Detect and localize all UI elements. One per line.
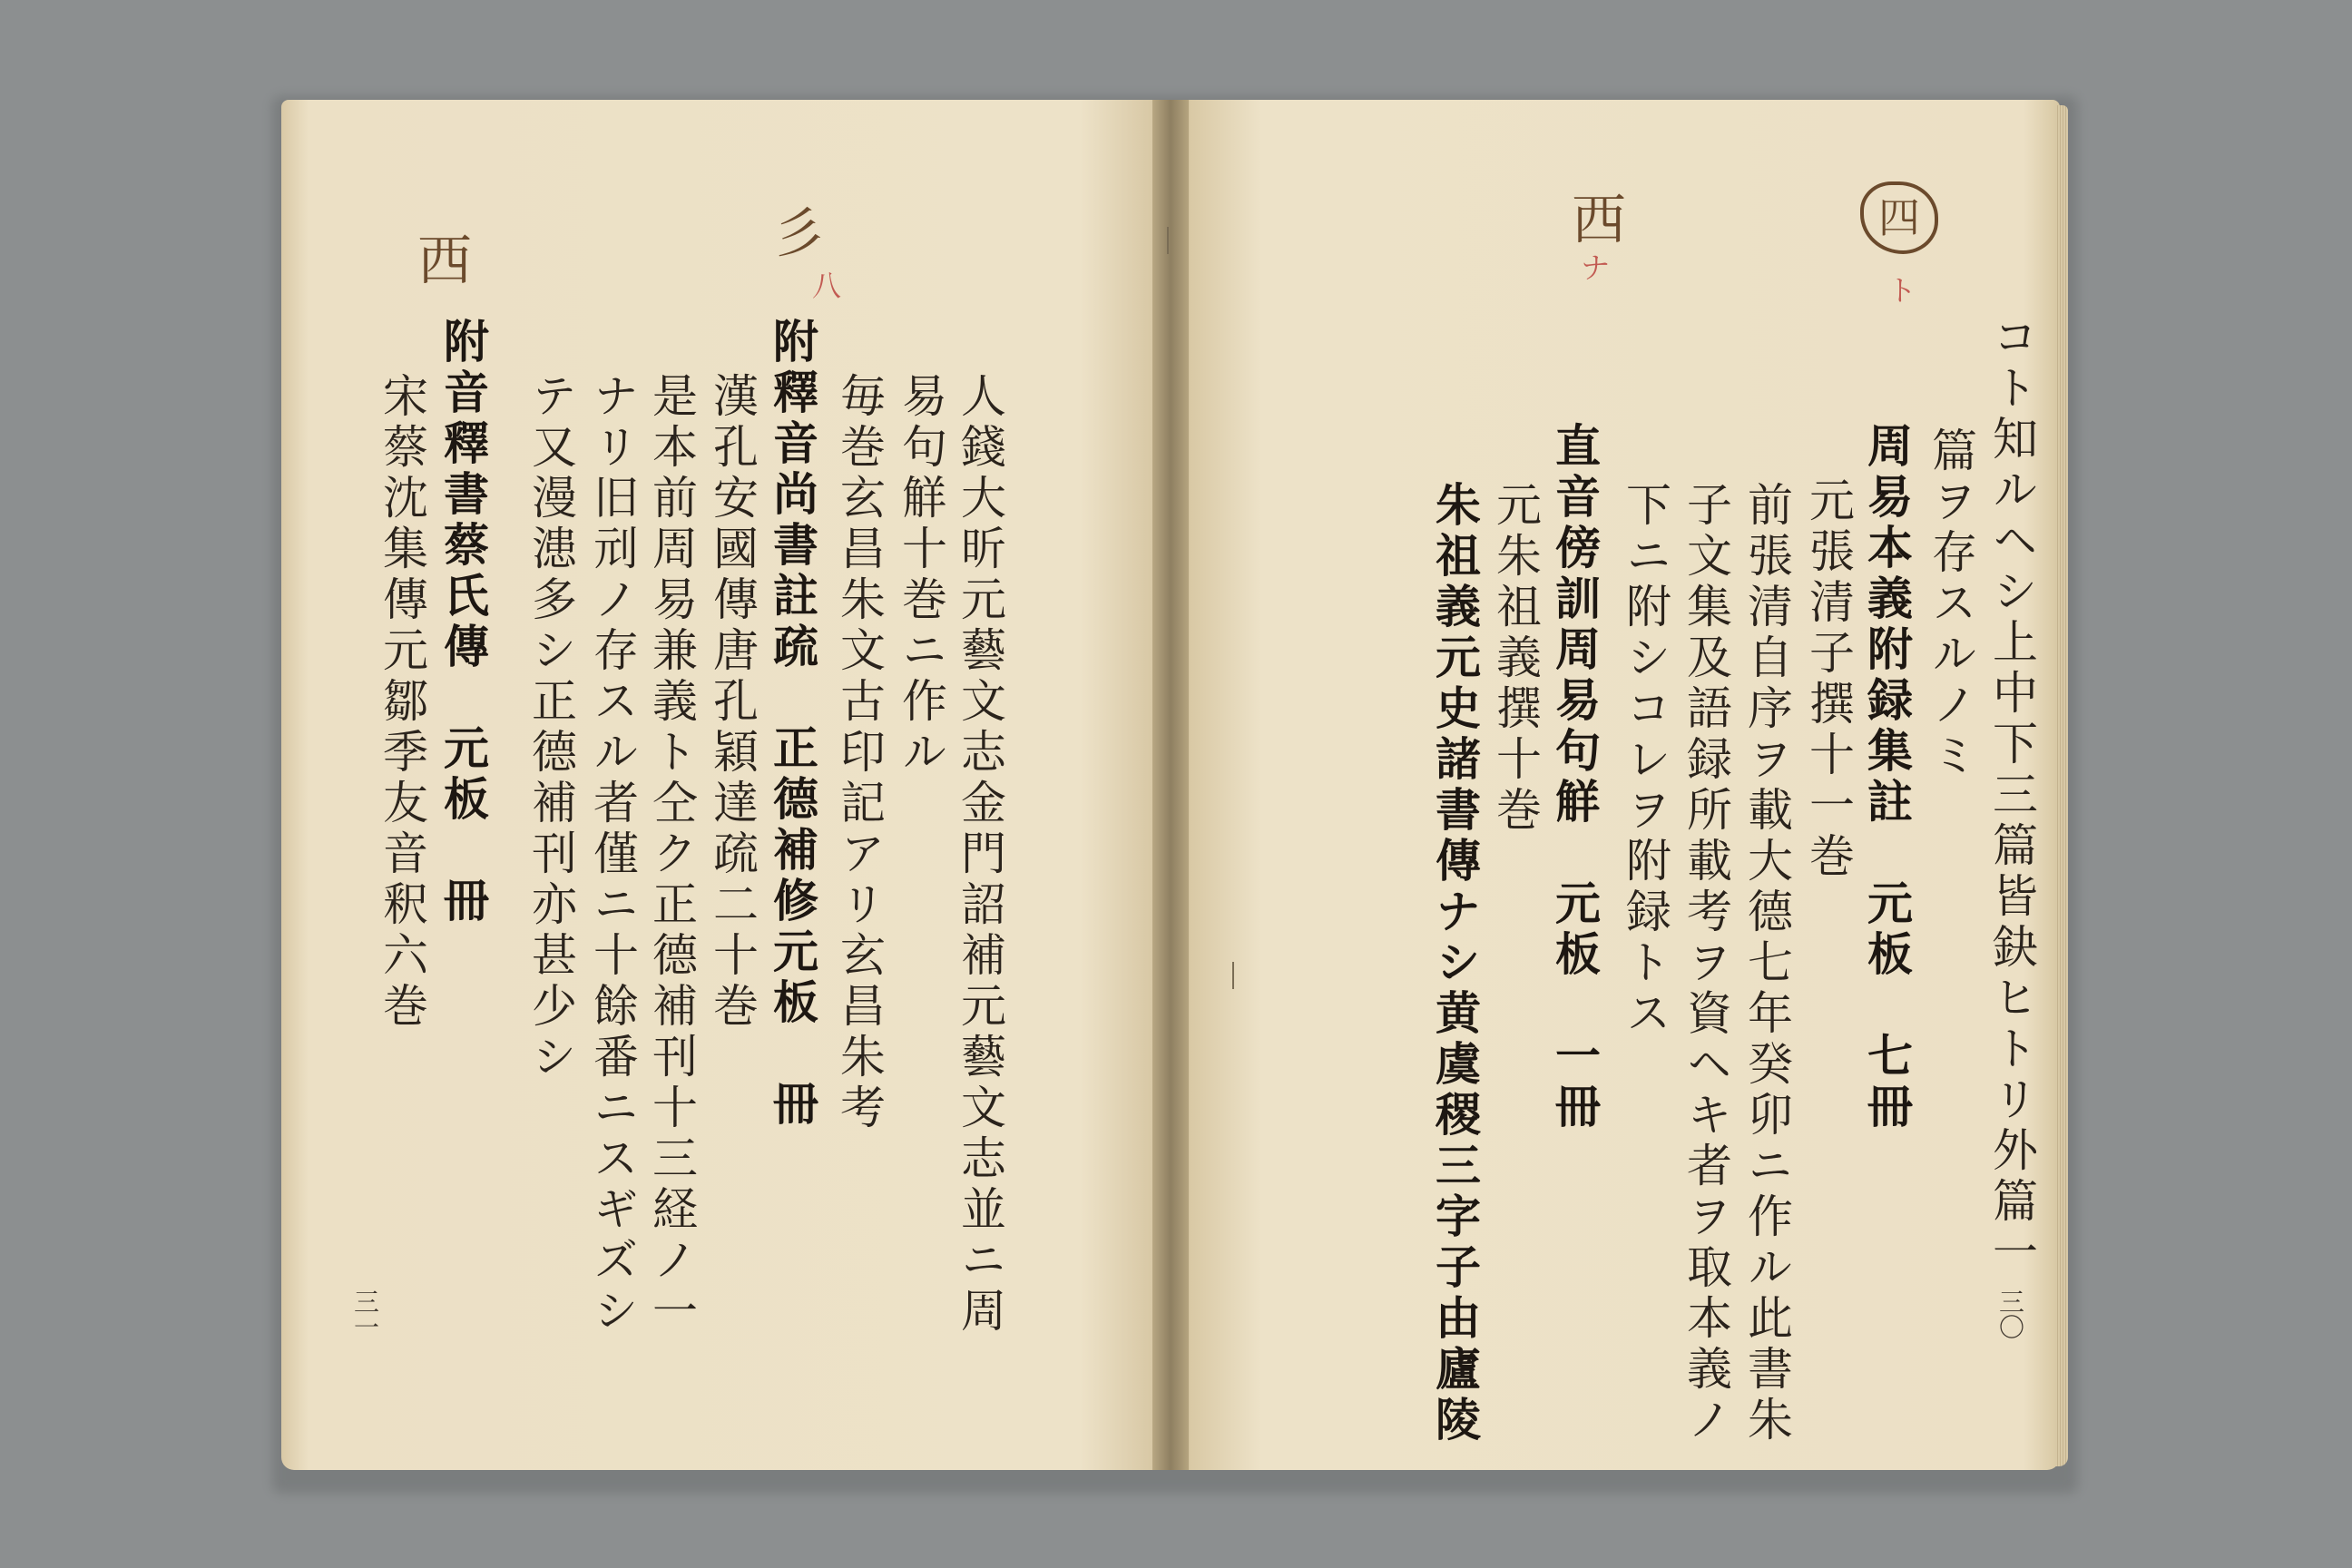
left-page-number: 三一 — [350, 1289, 380, 1339]
right-page-number: 三〇 — [1995, 1289, 2025, 1339]
right-col-7: 下ニ附シコレヲ附録トス — [1619, 481, 1671, 1040]
left-col-2: 易句觧十巻ニ作ル — [895, 372, 947, 779]
left-mark-2: 西 — [417, 230, 472, 293]
left-col-3: 毎巻玄昌朱文古印記アリ玄昌朱考 — [833, 372, 886, 1134]
left-col-5: 漢孔安國傳唐孔穎達疏二十巻 — [706, 372, 759, 1033]
left-col-4: 附釋音尚書註疏 正德補修元板 冊 — [766, 318, 819, 1131]
left-col-9: 附音釋書蔡氏傳 元板 冊 — [436, 318, 490, 927]
book-gutter — [1152, 100, 1189, 1470]
right-col-3: 周易本義附録集註 元板 七冊 — [1860, 422, 1914, 1133]
right-col-2: 篇ヲ存スルノミ — [1925, 426, 1977, 782]
left-col-8: テ又漫漶多シ正德補刊亦甚少シ — [524, 372, 577, 1083]
open-book — [281, 100, 2060, 1479]
left-col-1: 人錢大昕元藝文志金門詔補元藝文志並ニ周 — [954, 372, 1006, 1338]
right-col-9: 元朱祖義撰十巻 — [1489, 481, 1542, 837]
page-edges — [2055, 105, 2068, 1466]
left-col-10: 宋蔡沈集傳元鄒季友音釈六巻 — [376, 372, 428, 1033]
right-col-4: 元張清子撰十一巻 — [1802, 476, 1855, 883]
right-col-8: 直音傍訓周易句觧 元板 一冊 — [1548, 422, 1602, 1133]
left-col-6: 是本前周易兼義ト仝ク正德補刊十三経ノ一 — [645, 372, 698, 1338]
right-col-5: 前張清自序ヲ載大德七年癸卯ニ作ル此書朱 — [1740, 481, 1793, 1446]
right-col-1: コト知ルヘシ上中下三篇皆鈌ヒトリ外篇一 — [1985, 313, 2038, 1279]
right-col-6: 子文集及語録所載考ヲ資ヘキ者ヲ取本義ノ — [1680, 481, 1732, 1446]
right-mark-2: 西 — [1572, 189, 1626, 252]
right-red-mark-1: ト — [1887, 273, 1917, 308]
left-mark-1: 彡 — [771, 202, 826, 266]
left-col-7: ナリ旧刓ノ存スル者僅ニ十餘番ニスギズシ — [586, 372, 639, 1338]
left-margin-tick — [1167, 227, 1169, 254]
right-col-10: 朱祖義元史諸書傳ナシ黄虞稷三字子由廬陵 — [1428, 481, 1482, 1446]
left-red-mark: 八 — [812, 269, 842, 303]
right-red-mark-2: ナ — [1581, 250, 1611, 285]
right-mark-1: 四 — [1860, 181, 1938, 254]
right-margin-tick — [1232, 962, 1234, 989]
